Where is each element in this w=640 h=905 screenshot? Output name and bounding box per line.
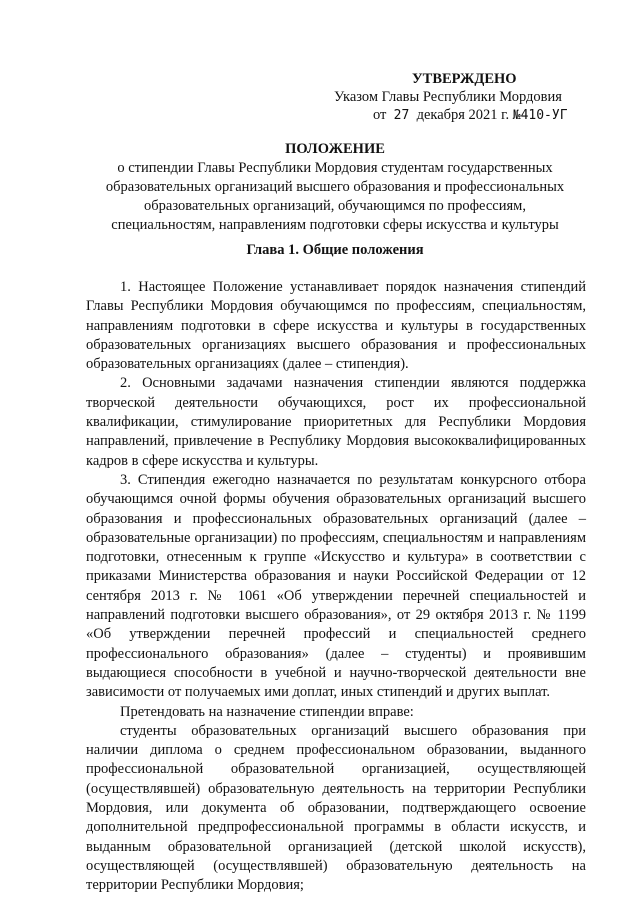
- approval-date-prefix: от: [373, 107, 387, 123]
- chapter-heading: Глава 1. Общие положения: [246, 242, 424, 258]
- approval-date-line: [330, 106, 630, 125]
- document-body: [86, 278, 586, 896]
- approval-title: УТВЕРЖДЕНО: [412, 71, 517, 87]
- document-subtitle-line: образовательных организаций высшего образования и профессиональных: [105, 179, 565, 195]
- document-subtitle-line: о стипендии Главы Республики Мордовия студентам государственных: [117, 160, 553, 176]
- document-heading: [60, 140, 610, 235]
- approval-decree-line: Указом Главы Республики Мордовия: [334, 89, 562, 105]
- paragraph-eligibility-intro: Претендовать на назначение стипендии вправе:: [120, 703, 414, 720]
- paragraph-eligibility-item: студенты образовательных организаций высшего образования при наличии диплома о среднем профессиональном образовании, выданного профессиональной образовательной организацией, осуществляющей (осуществлявшей) образовательную деятельность на территории Республики Мордовия, или документа об образовании, подтверждающего освоение дополнительной предпрофессиональной программы в области искусств, и выданным образовательной организацией (детской школой искусств), осуществляющей (осуществлявшей) образовательную деятельность на территории Республики Мордовия;: [86, 722, 586, 894]
- paragraph-2: 2. Основными задачами назначения стипендии являются поддержка творческой деятельности обучающихся, рост их профессиональной квалификации, стимулирование приоритетных для Республики Мордовия направлений, привлечение в Республику Мордовия высококвалифицированных кадров в сфере искусства и культуры.: [86, 375, 586, 469]
- document-subtitle-line: образовательных организаций, обучающимся по профессиям,: [144, 198, 526, 214]
- document-title: ПОЛОЖЕНИЕ: [285, 141, 385, 157]
- approval-date-day: 27: [393, 108, 410, 123]
- paragraph-3: 3. Стипендия ежегодно назначается по результатам конкурсного отбора обучающимся очной формы обучения образовательных организаций высшего образования и профессиональных образовательных организаций (далее – образовательные организации) по профессиям, специальностям и направлениям подготовки, отнесенным к группе «Искусство и культура» в соответствии с приказами Министерства образования и науки Российской Федерации от 12 сентября 2013 г. № 1061 «Об утверждении перечней специальностей и направлений подготовки высшего образования», от 29 октября 2013 г. № 1199 «Об утверждении перечней профессий и специальностей среднего профессионального образования» (далее – студенты) и проявившим выдающиеся способности в учебной и научно-творческой деятельности вне зависимости от получаемых ими доплат, иных стипендий и других выплат.: [86, 471, 586, 701]
- document-subtitle-line: специальностям, направлениям подготовки сферы искусства и культуры: [111, 217, 559, 233]
- approval-stamp: [330, 70, 630, 125]
- approval-date-rest: декабря 2021 г.: [416, 107, 510, 123]
- approval-number: №410-УГ: [512, 108, 568, 123]
- paragraph-1: 1. Настоящее Положение устанавливает порядок назначения стипендий Главы Республики Мордовия обучающимся по профессиям, специальностям, направлениям подготовки в сфере искусства и культуры в государственных образовательных организациях высшего образования и профессиональных образовательных организациях (далее – стипендия).: [86, 279, 586, 373]
